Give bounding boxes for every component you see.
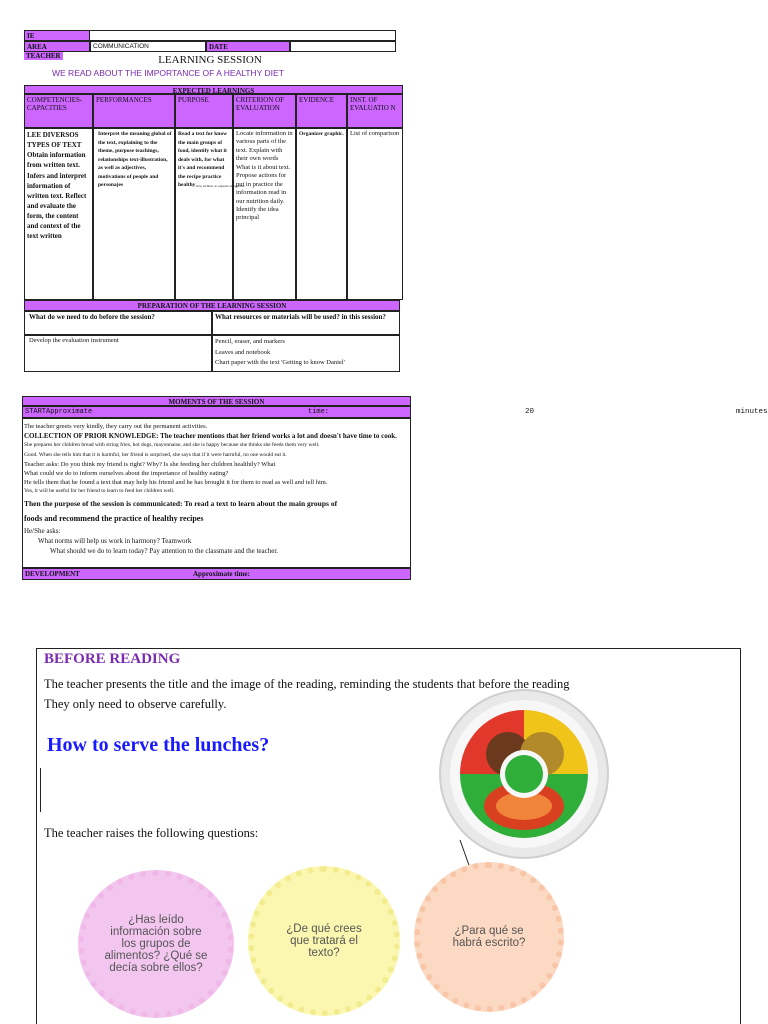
question-bubble-1	[78, 870, 234, 1018]
prep-answer-1: Develop the evaluation instrument	[24, 335, 212, 372]
col-performances: PERFORMANCES	[93, 94, 175, 128]
area-label: AREA	[24, 41, 90, 52]
moments-line: What could we do to inform ourselves about the importance of healthy eating?	[24, 470, 229, 477]
bubble-text: ¿De qué crees que tratará el texto?	[286, 923, 362, 959]
moments-line: He tells them that he found a text that may help his friend and he has brought it for them to read as well and tell him.	[24, 479, 328, 486]
prep-answer-2	[212, 335, 400, 372]
moments-line: COLLECTION OF PRIOR KNOWLEDGE: The teacher mentions that her friend works a lot and doesn't have time to cook.	[24, 432, 397, 440]
moments-line: Teacher asks: Do you think my friend is right? Why? Is she feeding her children healthily? What	[24, 461, 276, 468]
asks-question: What norms will help us work in harmony? Teamwork	[38, 537, 192, 545]
question-bubble-3	[414, 862, 564, 1012]
purpose-cell: Read a text for know the main groups of food, identify what it deals with, for what it's and recommend the recipe practice healthy	[175, 128, 233, 300]
before-reading-para: The teacher presents the title and the image of the reading, reminding the students that before the reading	[44, 677, 570, 691]
development-label: DEVELOPMENT	[25, 570, 80, 578]
criterion-cell: Locate information in various parts of the text. Explain with their own words What is it about text. Propose actions for put in practice the information read in our nutrition daily. Identify the idea principal	[233, 128, 296, 300]
before-reading-para: They only need to observe carefully.	[44, 697, 227, 711]
col-criterion: CRITERION OF EVALUATION	[233, 94, 296, 128]
time-unit: minutes	[736, 408, 768, 416]
col-purpose: PURPOSE	[175, 94, 233, 128]
asks-question: What should we do to learn today? Pay attention to the classmate and the teacher.	[50, 547, 279, 555]
before-reading-heading: BEFORE READING	[44, 651, 181, 667]
session-subtitle: WE READ ABOUT THE IMPORTANCE OF A HEALTHY DIET	[52, 68, 284, 78]
ie-label: IE	[24, 30, 90, 41]
time-label: time:	[308, 408, 330, 416]
question-bubble-2	[248, 866, 400, 1016]
competencies-cell: LEE DIVERSOS TYPES OF TEXT Obtain information from written text. Infers and interpret information of written text. Reflect and evaluate the form, the content and context of the text written	[24, 128, 93, 300]
teacher-label: TEACHER	[26, 52, 61, 60]
prep-question-1: What do we need to do before the session?	[24, 311, 212, 335]
expected-learnings-table	[24, 85, 403, 300]
start-row	[22, 406, 411, 418]
moments-line: Good. When she tells him that it is harmful, her friend is surprised, she says that if it were harmful, no one would eat it.	[24, 452, 287, 458]
material-item: Pencil, eraser, and markers	[215, 338, 285, 345]
questions-intro: The teacher raises the following questions:	[44, 826, 259, 840]
purpose-line: Then the purpose of the session is communicated: To read a text to learn about the main groups of	[24, 499, 338, 508]
prep-question-2: What resources or materials will be used? in this session?	[212, 311, 400, 335]
preparation-table	[24, 300, 400, 372]
material-item: Chart paper with the text 'Getting to know Daniel'	[215, 359, 345, 367]
reading-title: How to serve the lunches?	[47, 734, 270, 756]
preparation-title: PREPARATION OF THE LEARNING SESSION	[24, 300, 400, 311]
performances-overflow: how written, to express an opinion	[196, 184, 245, 188]
date-value[interactable]	[290, 41, 396, 52]
moments-line: She prepares her children bread with string fries, hot dogs, mayonnaise, and she is happy because she thinks she feeds them very well.	[24, 442, 320, 448]
development-row	[22, 568, 411, 580]
page-title: LEARNING SESSION	[158, 54, 262, 66]
material-item: Leaves and notebook	[215, 348, 271, 356]
col-competencies: COMPETENCIES- CAPACITIES	[24, 94, 93, 128]
development-time: Approximate time:	[193, 570, 250, 578]
area-value: COMMUNICATION	[90, 41, 206, 52]
healthy-plate-image	[438, 688, 610, 860]
date-label: DATE	[206, 41, 290, 52]
time-value: 20	[525, 408, 535, 416]
performances-cell	[93, 128, 175, 300]
expected-title: EXPECTED LEARNINGS	[24, 85, 403, 94]
moments-title: MOMENTS OF THE SESSION	[22, 396, 411, 406]
col-instrument: INST. OF EVALUATIO N	[347, 94, 403, 128]
performances-text: Interpret the meaning global of the text, explaining to the theme, purpose teachings, relationships text-illustration, as well as adjectives, motivations of people and personajes	[98, 131, 172, 189]
moments-line: The teacher greets very kindly, they carry out the permanent activities.	[24, 423, 208, 430]
instrument-cell: List of comparison	[347, 128, 403, 300]
evidence-cell: Organizer graphic.	[296, 128, 347, 300]
asks-label: He/She asks:	[24, 527, 61, 535]
moments-line: Yes, it will be useful for her friend to learn to feed her children well.	[24, 488, 175, 494]
bubble-text: ¿Has leído información sobre los grupos de alimentos? ¿Qué se decía sobre ellos?	[104, 914, 208, 974]
bubble-text: ¿Para qué se habrá escrito?	[452, 925, 526, 949]
col-evidence: EVIDENCE	[296, 94, 347, 128]
header-table	[24, 30, 396, 52]
start-label: STARTApproximate	[25, 408, 93, 416]
purpose-line: foods and recommend the practice of healthy recipes	[24, 514, 204, 523]
